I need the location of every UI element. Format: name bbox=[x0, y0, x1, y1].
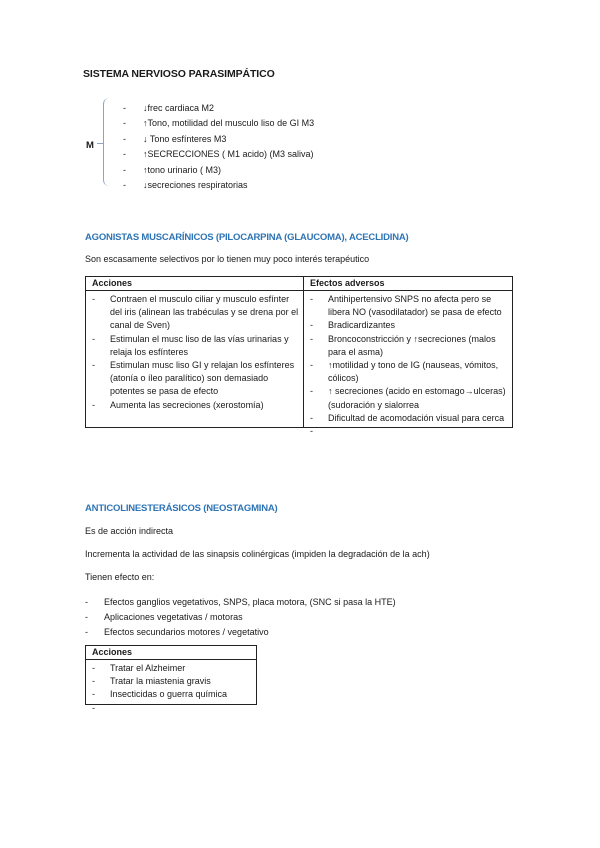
efecto-adverso-item-text: Dificultad de acomodación visual para cerca bbox=[328, 412, 505, 423]
efecto-adverso-item bbox=[308, 412, 508, 425]
acciones-cell bbox=[86, 291, 304, 428]
efecto-item bbox=[85, 610, 396, 625]
muscarinic-effect-item bbox=[123, 178, 314, 193]
accion-item bbox=[90, 333, 299, 359]
dash-marker: - bbox=[92, 294, 95, 304]
anti-accion-item bbox=[90, 688, 252, 701]
dash-marker: - bbox=[92, 676, 95, 687]
muscarinic-effect-item-text: ↓ Tono esfínteres M3 bbox=[143, 133, 227, 144]
agonistas-intro: Son escasamente selectivos por lo tienen muy poco interés terapéutico bbox=[85, 254, 370, 264]
dash-marker: - bbox=[123, 133, 126, 144]
efecto-adverso-item bbox=[308, 293, 508, 319]
col-acciones: Acciones bbox=[86, 277, 304, 291]
dash-marker: - bbox=[123, 180, 126, 191]
anti-p2: Incrementa la actividad de las sinapsis colinérgicas (impiden la degradación de la ach) bbox=[85, 549, 430, 559]
accion-item bbox=[90, 399, 299, 412]
muscarinic-effect-item-text: ↓frec cardiaca M2 bbox=[143, 103, 215, 113]
page-title: SISTEMA NERVIOSO PARASIMPÁTICO bbox=[83, 68, 275, 80]
anti-bullets-list bbox=[85, 595, 396, 641]
dash-marker: - bbox=[310, 360, 313, 371]
muscarinic-effect-item bbox=[123, 116, 314, 131]
muscarinic-effect-item-text: ↑Tono, motilidad del musculo liso de GI M3 bbox=[143, 118, 315, 129]
anti-accion-item bbox=[90, 662, 252, 675]
efecto-adverso-item-text: Broncoconstricción y ↑secreciones (malos para el asma) bbox=[328, 333, 496, 357]
accion-item bbox=[90, 293, 299, 333]
efecto-adverso-item-text: ↑motilidad y tono de IG (nauseas, vómitos, cólicos) bbox=[328, 360, 499, 384]
efecto-item bbox=[85, 625, 396, 640]
efectos-cell bbox=[304, 291, 513, 437]
efecto-item-text: Efectos ganglios vegetativos, SNPS, placa motora, (SNC si pasa la HTE) bbox=[104, 597, 396, 607]
col-efectos-adversos: Efectos adversos bbox=[304, 277, 513, 291]
accion-item-text: Estimulan el musc liso de las vías urinarias y relaja los esfínteres bbox=[110, 333, 289, 357]
dash-marker: - bbox=[310, 320, 313, 331]
efecto-item bbox=[85, 595, 396, 610]
efecto-adverso-item-text: ↑ secreciones (acido en estomago→ulceras) (sudoración y sialorrea bbox=[328, 386, 506, 410]
agonistas-heading: AGONISTAS MUSCARÍNICOS (PILOCARPINA (GLAUCOMA), ACECLIDINA) bbox=[85, 232, 409, 243]
dash-marker: - bbox=[85, 627, 88, 638]
dash-marker: - bbox=[92, 360, 95, 371]
dash-marker: - bbox=[85, 597, 88, 607]
muscarinic-effects-list bbox=[123, 101, 314, 193]
dash-marker: - bbox=[123, 103, 126, 113]
efecto-adverso-item bbox=[308, 319, 508, 332]
dash-marker: - bbox=[92, 663, 95, 673]
dash-marker: - bbox=[310, 294, 313, 304]
anti-accion-item bbox=[90, 675, 252, 688]
dash-marker: - bbox=[310, 386, 313, 397]
muscarinic-effect-item bbox=[123, 163, 314, 178]
accion-item bbox=[90, 359, 299, 399]
anti-p3: Tienen efecto en: bbox=[85, 572, 155, 582]
efecto-adverso-item-text: Antihipertensivo SNPS no afecta pero se libera NO (vasodilatador) se pasa de efecto bbox=[328, 294, 502, 318]
brace-tick bbox=[97, 143, 103, 144]
accion-item-text: Contraen el musculo ciliar y musculo esfínter del iris (alinean las trabéculas y se drena por el canal de Sven) bbox=[110, 294, 299, 331]
dash-marker: - bbox=[85, 612, 88, 623]
muscarinic-effect-item bbox=[123, 147, 314, 162]
anti-accion-item-text: Tratar la miastenia gravis bbox=[110, 676, 211, 687]
anti-accion-item-text: Insecticidas o guerra química bbox=[110, 689, 228, 700]
anti-p1: Es de acción indirecta bbox=[85, 526, 174, 536]
agonistas-table bbox=[85, 276, 513, 437]
anti-acciones-cell bbox=[86, 660, 257, 713]
efecto-adverso-item bbox=[308, 385, 508, 411]
efecto-adverso-item bbox=[308, 359, 508, 385]
dash-marker: - bbox=[123, 164, 126, 175]
dash-marker: - bbox=[92, 702, 95, 713]
muscarinic-effect-item bbox=[123, 132, 314, 147]
efecto-item-text: Efectos secundarios motores / vegetativo bbox=[104, 627, 269, 638]
brace bbox=[103, 98, 112, 186]
efecto-item-text: Aplicaciones vegetativas / motoras bbox=[104, 612, 243, 623]
anti-accion-item-text: Tratar el Alzheimer bbox=[110, 663, 186, 673]
muscarinic-label: M bbox=[86, 140, 94, 151]
dash-marker: - bbox=[123, 149, 126, 160]
accion-item-text: Aumenta las secreciones (xerostomía) bbox=[110, 399, 264, 410]
anti-col-acciones: Acciones bbox=[86, 646, 257, 660]
dash-marker: - bbox=[92, 333, 95, 344]
muscarinic-effect-item-text: ↑SECRECCIONES ( M1 acido) (M3 saliva) bbox=[143, 149, 314, 160]
efecto-adverso-item-text: Bradicardizantes bbox=[328, 320, 396, 331]
accion-item-text: Estimulan musc liso GI y relajan los esfínteres (atonía o íleo paralítico) son demasiado potentes se pasa de efecto bbox=[110, 360, 295, 397]
muscarinic-effect-item-text: ↓secreciones respiratorias bbox=[143, 180, 248, 191]
dash-marker: - bbox=[123, 118, 126, 129]
dash-marker: - bbox=[92, 689, 95, 700]
muscarinic-effect-item-text: ↑tono urinario ( M3) bbox=[143, 164, 222, 175]
anti-acciones-table bbox=[85, 645, 257, 713]
dash-marker: - bbox=[92, 399, 95, 410]
dash-marker: - bbox=[310, 333, 313, 344]
dash-marker: - bbox=[310, 426, 313, 437]
efecto-adverso-item bbox=[308, 333, 508, 359]
anticolinesterasicos-heading: ANTICOLINESTERÁSICOS (NEOSTAGMINA) bbox=[85, 503, 278, 514]
muscarinic-effect-item bbox=[123, 101, 314, 116]
dash-marker: - bbox=[310, 412, 313, 423]
